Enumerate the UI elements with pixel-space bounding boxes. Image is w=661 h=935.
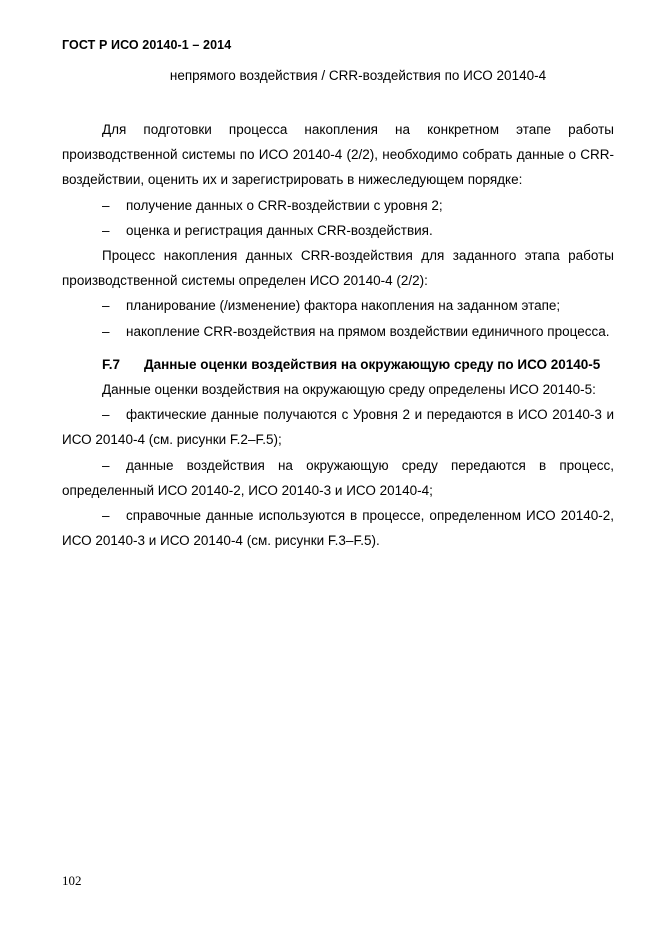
list-item-text: получение данных о CRR-воздействии с уровня 2;	[126, 197, 443, 213]
continuation-line: непрямого воздействия / CRR-воздействия по ИСО 20140-4	[169, 68, 547, 83]
list-item	[62, 503, 614, 553]
list-item-text: данные воздействия на окружающую среду передаются в процесс, определенный ИСО 20140-2, ИСО 20140-3 и ИСО 20140-4;	[62, 457, 614, 498]
list-item	[62, 402, 614, 452]
list-item-text: фактические данные получаются с Уровня 2 и передаются в ИСО 20140-3 и ИСО 20140-4 (см. рисунки F.2–F.5);	[62, 407, 614, 448]
list-item-text: планирование (/изменение) фактора накопления на заданном этапе;	[126, 298, 561, 314]
section-intro: Данные оценки воздействия на окружающую среду определены ИСО 20140-5:	[102, 382, 596, 398]
dash-bullet: –	[102, 457, 110, 473]
body-text	[62, 117, 614, 553]
list-item	[62, 293, 614, 318]
document-header: ГОСТ Р ИСО 20140-1 – 2014	[62, 38, 232, 52]
list-item	[62, 453, 614, 503]
list-item	[62, 193, 614, 218]
dash-bullet: –	[102, 197, 110, 213]
list-item-text: справочные данные используются в процессе, определенном ИСО 20140-2, ИСО 20140-3 и ИСО 20140-4 (см. рисунки F.3–F.5).	[62, 508, 614, 549]
list-item	[62, 218, 614, 243]
paragraph-accumulation-prep: Для подготовки процесса накопления на конкретном этапе работы производственной системы по ИСО 20140-4 (2/2), необходимо собрать данные о CRR-воздействии, оценить их и зарегистрировать в нижеследующем порядке:	[62, 122, 614, 188]
list-item	[62, 319, 614, 344]
dash-bullet: –	[102, 508, 110, 524]
section-title: Данные оценки воздействия на окружающую среду по ИСО 20140-5	[144, 356, 601, 372]
list-item-text: накопление CRR-воздействия на прямом воздействии единичного процесса.	[126, 323, 610, 339]
dash-bullet: –	[102, 323, 110, 339]
dash-bullet: –	[102, 407, 110, 423]
section-number: F.7	[102, 356, 121, 372]
list-item-text: оценка и регистрация данных CRR-воздействия.	[126, 222, 433, 238]
dash-bullet: –	[102, 298, 110, 314]
page-number: 102	[62, 873, 82, 888]
paragraph-accumulation-process: Процесс накопления данных CRR-воздействия для заданного этапа работы производственной системы определен ИСО 20140-4 (2/2):	[62, 248, 614, 289]
section-heading	[62, 352, 614, 377]
dash-bullet: –	[102, 222, 110, 238]
